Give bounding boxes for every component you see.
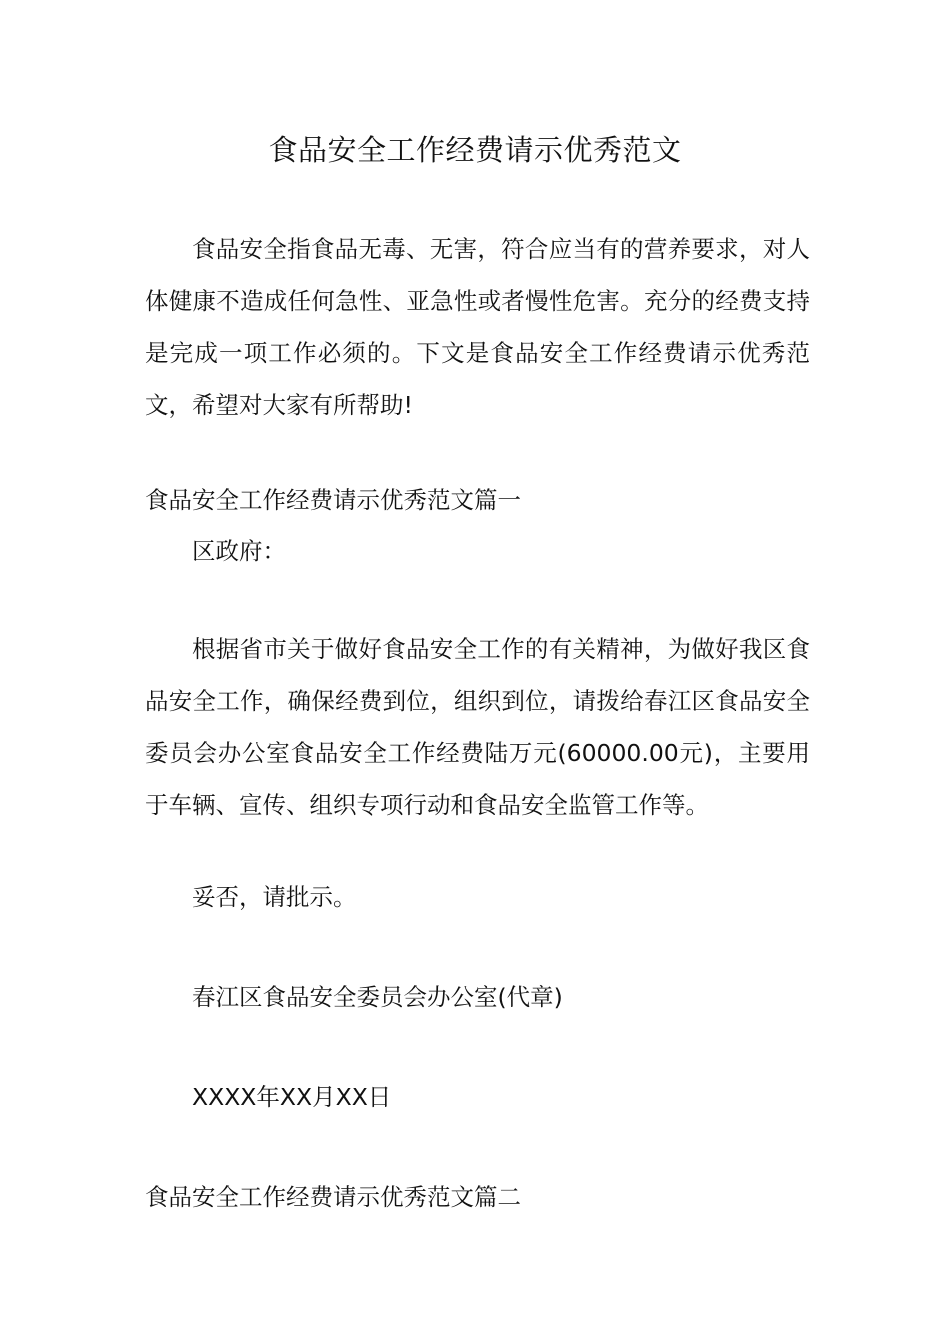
request-line: 妥否，请批示。 [192,883,357,911]
body-paragraph: 根据省市关于做好食品安全工作的有关精神，为做好我区食品安全工作，确保经费到位，组织到位，请拨给春江区食品安全委员会办公室食品安全工作经费陆万元(60000.00元)，主要用于车辆、宣传、组织专项行动和食品安全监管工作等。 [145,635,810,819]
document-title: 食品安全工作经费请示优秀范文 [268,133,682,167]
section-heading-1: 食品安全工作经费请示优秀范文篇一 [145,486,521,514]
signature-line: 春江区食品安全委员会办公室(代章) [192,983,563,1011]
salutation: 区政府： [192,537,286,565]
section-heading-2: 食品安全工作经费请示优秀范文篇二 [145,1183,521,1211]
date-line: XXXX年XX月XX日 [192,1083,392,1111]
intro-paragraph: 食品安全指食品无毒、无害，符合应当有的营养要求，对人体健康不造成任何急性、亚急性或者慢性危害。充分的经费支持是完成一项工作必须的。下文是食品安全工作经费请示优秀范文，希望对大家有所帮助! [145,235,810,419]
